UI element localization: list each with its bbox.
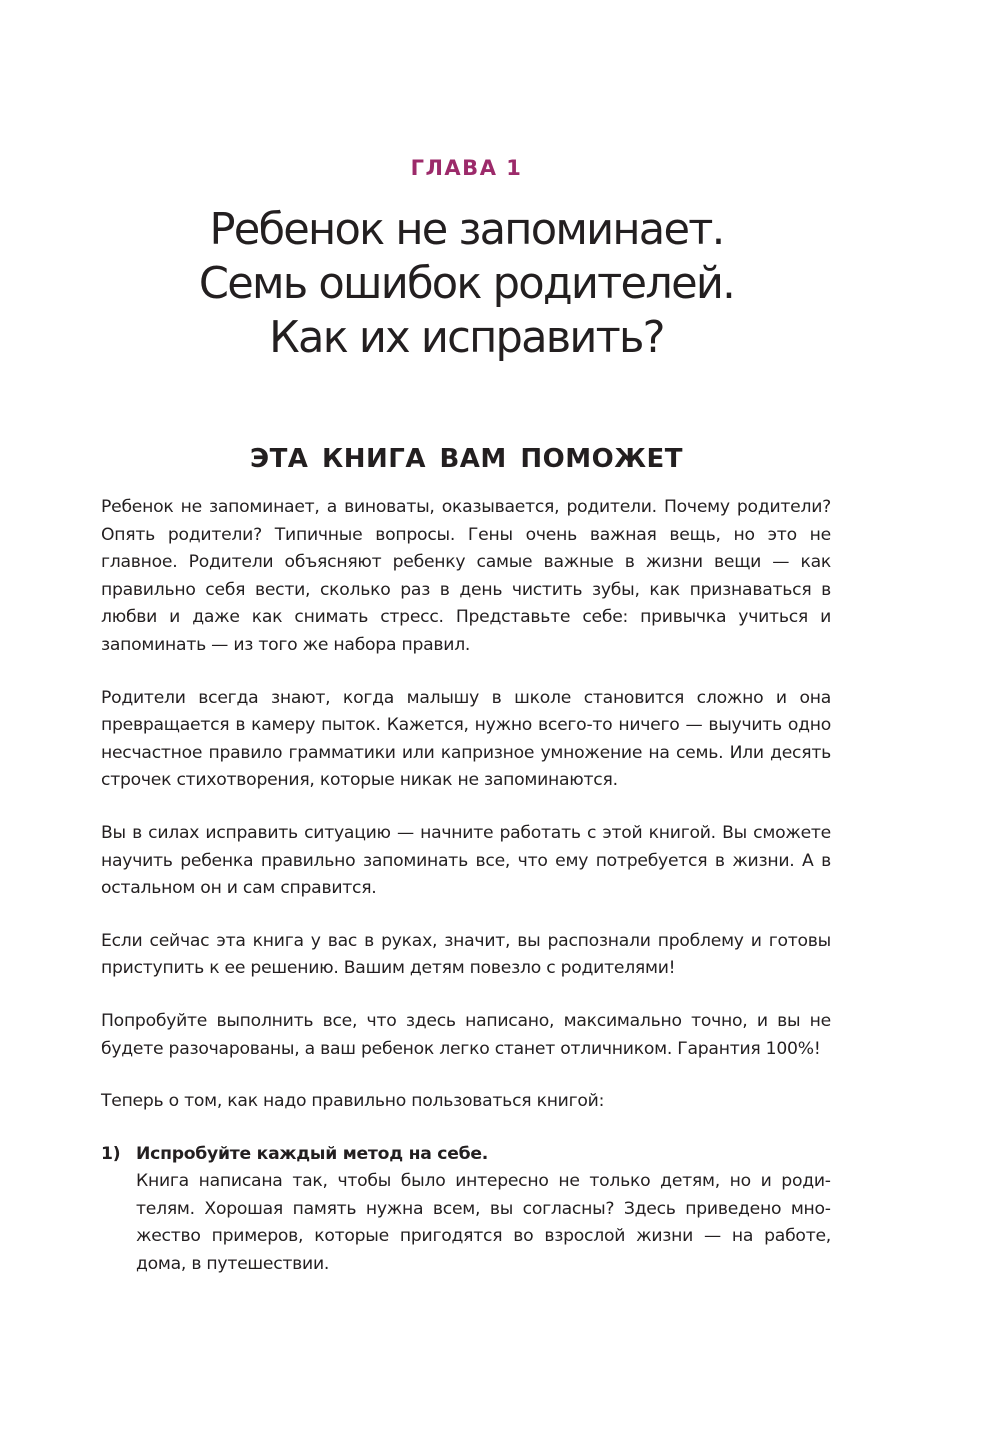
list-item-body: Книга написана так, чтобы было интересно не только детям, но и родителям. Хорошая память нужна всем, вы согласны? Здесь приведено множество примеров, которые пригодятся во взрослой жизни — на работе, дома, в путешествии.: [136, 1171, 831, 1275]
paragraph-4: Если сейчас эта книга у вас в руках, значит, вы распознали проблему и готовы приступить к ее решению. Вашим детям повезло с родителями!: [101, 930, 831, 979]
list-item-title: Испробуйте каждый метод на себе.: [136, 1143, 489, 1164]
paragraph-1: Ребенок не запоминает, а виноваты, оказывается, родители. Почему родители? Опять родители? Типичные вопросы. Гены очень важная вещь, но это не главное. Родители объясняют ребенку самые важные в жизни вещи — как правильно себя вести, сколько раз в день чистить зубы, как признаваться в любви и даже как снимать стресс. Представьте себе: привычка учиться и запоминать — из того же набора правил.: [101, 497, 831, 655]
list-item-1: [101, 1141, 831, 1279]
paragraph-2: Родители всегда знают, когда малышу в школе становится сложно и она превращается в камеру пыток. Кажется, нужно всего-то ничего — выучить одно несчастное правило грамматики или капризное умножение на семь. Или десять строчек стихотворения, которые никак не запоминаются.: [101, 687, 831, 791]
chapter-title: [9, 203, 923, 365]
body-text: [101, 494, 831, 1279]
chapter-label: ГЛАВА 1: [410, 156, 523, 180]
paragraph-3: Вы в силах исправить ситуацию — начните работать с этой книгой. Вы сможете научить ребенка правильно запоминать все, что ему потребуется в жизни. А в остальном он и сам справится.: [101, 822, 831, 899]
paragraph-6: Теперь о том, как надо правильно пользоваться книгой:: [101, 1091, 605, 1112]
chapter-title-line-1: Ребенок не запоминает.: [209, 204, 724, 255]
chapter-title-line-3: Как их исправить?: [269, 312, 664, 363]
paragraph-5: Попробуйте выполнить все, что здесь написано, максимально точно, и вы не будете разочарованы, а ваш ребенок легко станет отличником. Гарантия 100%!: [101, 1010, 831, 1059]
chapter-title-line-2: Семь ошибок родителей.: [198, 258, 735, 309]
list-item-number: 1): [101, 1143, 121, 1164]
section-heading: ЭТА КНИГА ВАМ ПОМОЖЕТ: [249, 444, 684, 474]
